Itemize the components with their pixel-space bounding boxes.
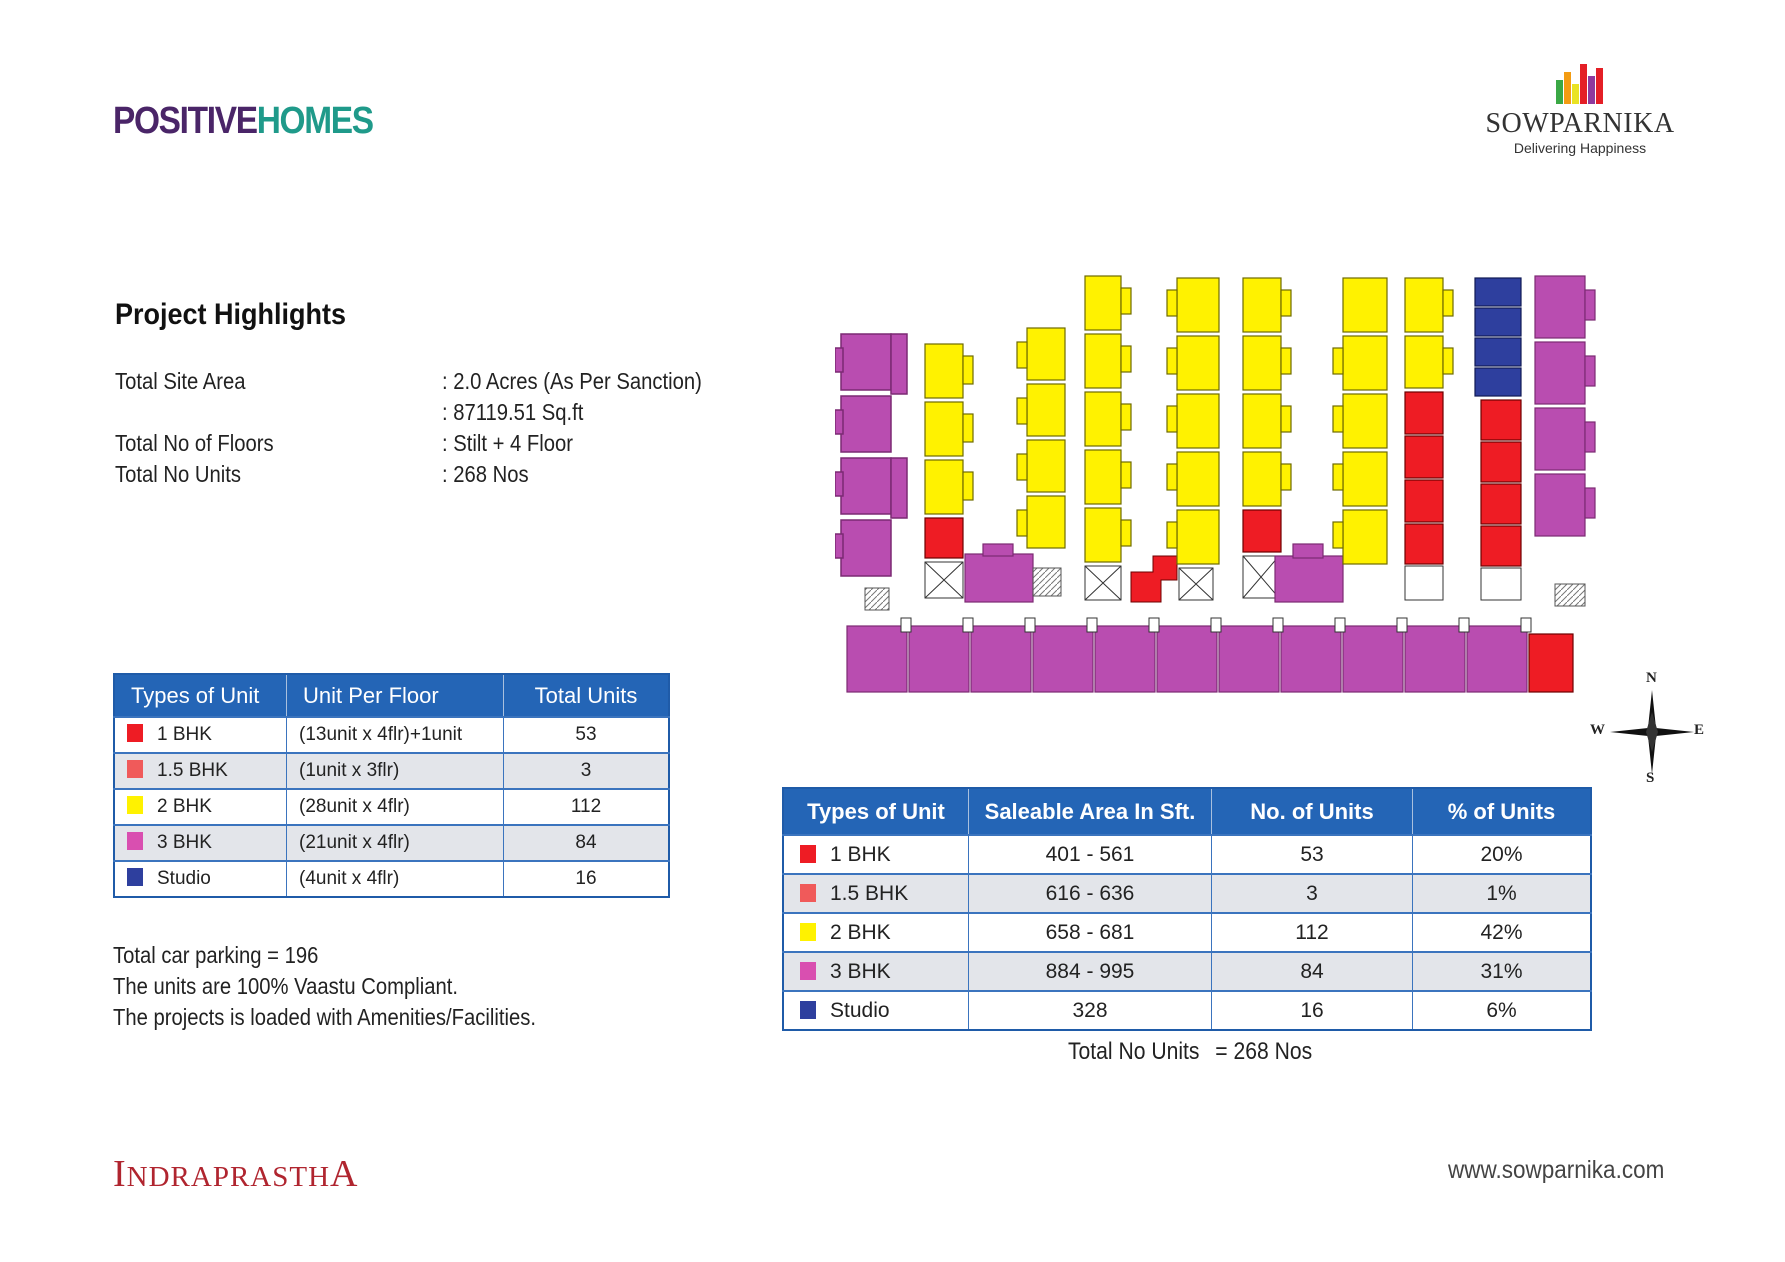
- column-header: Total Units: [504, 674, 670, 717]
- total-cell: 3: [504, 753, 670, 789]
- highlight-label: Total No Units: [115, 461, 241, 487]
- total-units-value: = 268 Nos: [1215, 1038, 1313, 1065]
- compass-rose: [1590, 670, 1705, 787]
- column-header: Types of Unit: [114, 674, 287, 717]
- per-floor-cell: (13unit x 4flr)+1unit: [287, 717, 504, 753]
- table-row: [783, 874, 1591, 913]
- brand-left-part2: HOMES: [256, 100, 373, 142]
- area-cell: 658 - 681: [969, 913, 1212, 952]
- percent-cell: 31%: [1413, 952, 1592, 991]
- website-url: www.sowparnika.com: [1448, 1156, 1665, 1184]
- percent-cell: 42%: [1413, 913, 1592, 952]
- column-header: Unit Per Floor: [287, 674, 504, 717]
- area-cell: 616 - 636: [969, 874, 1212, 913]
- compass-east: E: [1694, 722, 1705, 738]
- note-amenities: The projects is loaded with Amenities/Facilities.: [113, 1004, 536, 1030]
- unit-type-cell: [783, 991, 969, 1030]
- unit-type: 3 BHK: [157, 832, 212, 853]
- percent-cell: 1%: [1413, 874, 1592, 913]
- color-swatch: [800, 962, 816, 980]
- units-cell: 84: [1212, 952, 1413, 991]
- compass-west: W: [1590, 722, 1605, 738]
- color-swatch: [800, 884, 816, 902]
- area-cell: 884 - 995: [969, 952, 1212, 991]
- total-cell: 84: [504, 825, 670, 861]
- total-units-line: [1068, 1038, 1312, 1066]
- units-cell: 3: [1212, 874, 1413, 913]
- brand-left-part1: POSITIVE: [113, 100, 257, 142]
- percent-cell: 20%: [1413, 835, 1592, 874]
- table-row: [114, 717, 669, 753]
- unit-type: 1 BHK: [157, 724, 212, 745]
- unit-type: 1.5 BHK: [830, 881, 909, 905]
- color-swatch: [127, 796, 143, 814]
- note-vaastu: The units are 100% Vaastu Compliant.: [113, 973, 459, 999]
- unit-type-cell: [783, 874, 969, 913]
- unit-type: 1 BHK: [830, 842, 891, 866]
- color-swatch: [127, 724, 143, 742]
- unit-type-cell: [783, 952, 969, 991]
- unit-type: 1.5 BHK: [157, 760, 228, 781]
- unit-type: 2 BHK: [157, 796, 212, 817]
- table-header-row: [114, 674, 669, 717]
- highlight-value: : 268 Nos: [442, 461, 529, 487]
- note-parking: Total car parking = 196: [113, 942, 319, 968]
- total-cell: 112: [504, 789, 670, 825]
- percent-cell: 6%: [1413, 991, 1592, 1030]
- color-swatch: [127, 868, 143, 886]
- saleable-area-table: [782, 787, 1592, 1031]
- unit-type-cell: [783, 913, 969, 952]
- unit-type: 2 BHK: [830, 920, 891, 944]
- per-floor-cell: (4unit x 4flr): [287, 861, 504, 897]
- unit-type: 3 BHK: [830, 959, 891, 983]
- logo-mid: NDRAPRASTH: [126, 1161, 331, 1193]
- site-plan-image: [835, 272, 1615, 702]
- brand-right-tagline: Delivering Happiness: [1513, 140, 1647, 156]
- logo-last: A: [330, 1153, 359, 1195]
- units-cell: 53: [1212, 835, 1413, 874]
- table-header-row: [783, 788, 1591, 835]
- highlight-value: : Stilt + 4 Floor: [442, 430, 574, 456]
- highlight-value: : 2.0 Acres (As Per Sanction): [442, 368, 702, 394]
- sowparnika-bars-icon: [1554, 62, 1606, 106]
- color-swatch: [800, 845, 816, 863]
- table-row: [783, 835, 1591, 874]
- highlight-label: Total Site Area: [115, 368, 246, 394]
- unit-type: Studio: [157, 868, 211, 889]
- highlight-label: Total No of Floors: [115, 430, 274, 456]
- column-header: Saleable Area In Sft.: [969, 788, 1212, 835]
- compass-south: S: [1646, 770, 1655, 786]
- total-cell: 16: [504, 861, 670, 897]
- color-swatch: [127, 760, 143, 778]
- table-row: [783, 952, 1591, 991]
- column-header: No. of Units: [1212, 788, 1413, 835]
- table-row: [114, 825, 669, 861]
- unit-type-cell: [114, 717, 287, 753]
- sowparnika-logo: [1480, 62, 1680, 156]
- unit-type-cell: [114, 825, 287, 861]
- unit-type-cell: [783, 835, 969, 874]
- table-row: [114, 861, 669, 897]
- total-cell: 53: [504, 717, 670, 753]
- column-header: % of Units: [1413, 788, 1592, 835]
- project-highlights-title: Project Highlights: [115, 298, 347, 331]
- color-swatch: [127, 832, 143, 850]
- per-floor-cell: (21unit x 4flr): [287, 825, 504, 861]
- color-swatch: [800, 923, 816, 941]
- positive-homes-logo: [113, 100, 373, 143]
- per-floor-cell: (28unit x 4flr): [287, 789, 504, 825]
- brand-right-name: SOWPARNIKA: [1485, 108, 1675, 139]
- highlight-value: : 87119.51 Sq.ft: [442, 399, 584, 425]
- indraprastha-logo: [113, 1152, 358, 1196]
- compass-icon: [1602, 682, 1705, 782]
- per-floor-cell: (1unit x 3flr): [287, 753, 504, 789]
- column-header: Types of Unit: [783, 788, 969, 835]
- units-cell: 112: [1212, 913, 1413, 952]
- unit-per-floor-table: [113, 673, 670, 898]
- total-units-label: Total No Units: [1068, 1038, 1200, 1065]
- unit-type-cell: [114, 861, 287, 897]
- table-row: [114, 789, 669, 825]
- area-cell: 328: [969, 991, 1212, 1030]
- table-row: [783, 913, 1591, 952]
- area-cell: 401 - 561: [969, 835, 1212, 874]
- color-swatch: [800, 1001, 816, 1019]
- unit-type-cell: [114, 789, 287, 825]
- compass-north: N: [1646, 670, 1657, 686]
- table-row: [783, 991, 1591, 1030]
- unit-type-cell: [114, 753, 287, 789]
- units-cell: 16: [1212, 991, 1413, 1030]
- table-row: [114, 753, 669, 789]
- unit-type: Studio: [830, 998, 890, 1022]
- logo-initial: I: [113, 1153, 127, 1195]
